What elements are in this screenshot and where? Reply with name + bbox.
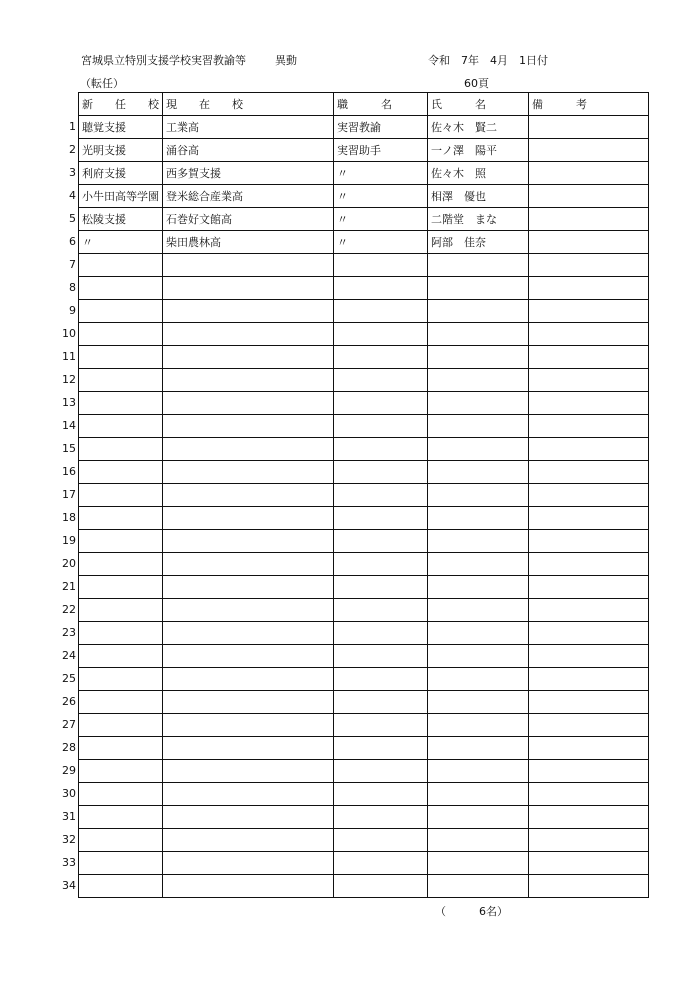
row-number: 9 bbox=[69, 304, 76, 317]
cell-position bbox=[334, 277, 428, 300]
cell-note bbox=[529, 139, 649, 162]
cell-new-school bbox=[79, 875, 163, 898]
cell-new-school bbox=[79, 323, 163, 346]
header-current-school: 現 在 校 bbox=[163, 93, 334, 116]
row-number: 8 bbox=[69, 281, 76, 294]
cell-name: 二階堂 まな bbox=[428, 208, 529, 231]
cell-position bbox=[334, 438, 428, 461]
cell-current-school bbox=[163, 369, 334, 392]
cell-new-school bbox=[79, 714, 163, 737]
cell-note bbox=[529, 162, 649, 185]
cell-current-school bbox=[163, 323, 334, 346]
effective-date: 令和 7年 4月 1日付 bbox=[428, 54, 548, 67]
cell-name bbox=[428, 691, 529, 714]
cell-current-school bbox=[163, 737, 334, 760]
cell-position bbox=[334, 530, 428, 553]
cell-new-school bbox=[79, 346, 163, 369]
cell-note bbox=[529, 760, 649, 783]
table-row bbox=[79, 852, 649, 875]
cell-new-school: 利府支援 bbox=[79, 162, 163, 185]
cell-note bbox=[529, 806, 649, 829]
row-number: 28 bbox=[62, 741, 76, 754]
table-row bbox=[79, 668, 649, 691]
table-row bbox=[79, 346, 649, 369]
table-row bbox=[79, 806, 649, 829]
cell-name: 阿部 佳奈 bbox=[428, 231, 529, 254]
table-row bbox=[79, 484, 649, 507]
cell-position bbox=[334, 254, 428, 277]
cell-current-school bbox=[163, 875, 334, 898]
cell-name bbox=[428, 507, 529, 530]
row-number: 19 bbox=[62, 534, 76, 547]
cell-name bbox=[428, 323, 529, 346]
cell-current-school bbox=[163, 668, 334, 691]
cell-current-school bbox=[163, 530, 334, 553]
cell-note bbox=[529, 783, 649, 806]
cell-note bbox=[529, 829, 649, 852]
cell-new-school bbox=[79, 576, 163, 599]
table-row bbox=[79, 691, 649, 714]
cell-position: 〃 bbox=[334, 208, 428, 231]
cell-note bbox=[529, 852, 649, 875]
cell-name bbox=[428, 369, 529, 392]
category-label: （転任） bbox=[80, 77, 124, 90]
cell-new-school bbox=[79, 277, 163, 300]
cell-name bbox=[428, 737, 529, 760]
row-number: 25 bbox=[62, 672, 76, 685]
cell-current-school: 石巻好文館高 bbox=[163, 208, 334, 231]
header-position: 職 名 bbox=[334, 93, 428, 116]
cell-new-school bbox=[79, 691, 163, 714]
row-number: 21 bbox=[62, 580, 76, 593]
cell-note bbox=[529, 645, 649, 668]
cell-note bbox=[529, 346, 649, 369]
cell-note bbox=[529, 484, 649, 507]
row-number: 1 bbox=[69, 120, 76, 133]
cell-name: 佐々木 照 bbox=[428, 162, 529, 185]
cell-name: 相澤 優也 bbox=[428, 185, 529, 208]
row-number: 34 bbox=[62, 879, 76, 892]
personnel-table bbox=[78, 92, 649, 898]
cell-current-school bbox=[163, 415, 334, 438]
cell-name bbox=[428, 553, 529, 576]
cell-name bbox=[428, 346, 529, 369]
cell-position bbox=[334, 691, 428, 714]
cell-new-school bbox=[79, 392, 163, 415]
row-number: 7 bbox=[69, 258, 76, 271]
table-row bbox=[79, 576, 649, 599]
cell-name bbox=[428, 714, 529, 737]
row-number: 23 bbox=[62, 626, 76, 639]
cell-name bbox=[428, 530, 529, 553]
cell-position bbox=[334, 875, 428, 898]
cell-note bbox=[529, 438, 649, 461]
cell-note bbox=[529, 185, 649, 208]
cell-current-school bbox=[163, 254, 334, 277]
cell-new-school bbox=[79, 645, 163, 668]
row-number: 12 bbox=[62, 373, 76, 386]
cell-note bbox=[529, 208, 649, 231]
cell-new-school bbox=[79, 254, 163, 277]
cell-note bbox=[529, 277, 649, 300]
cell-position bbox=[334, 760, 428, 783]
cell-note bbox=[529, 530, 649, 553]
cell-current-school bbox=[163, 829, 334, 852]
cell-current-school: 登米総合産業高 bbox=[163, 185, 334, 208]
cell-note bbox=[529, 875, 649, 898]
table-row bbox=[79, 116, 649, 139]
cell-new-school bbox=[79, 760, 163, 783]
table-row bbox=[79, 392, 649, 415]
cell-name bbox=[428, 829, 529, 852]
cell-name bbox=[428, 760, 529, 783]
cell-name bbox=[428, 254, 529, 277]
cell-position bbox=[334, 714, 428, 737]
cell-new-school bbox=[79, 737, 163, 760]
row-number: 2 bbox=[69, 143, 76, 156]
cell-new-school bbox=[79, 438, 163, 461]
cell-name bbox=[428, 852, 529, 875]
cell-position bbox=[334, 484, 428, 507]
cell-note bbox=[529, 714, 649, 737]
cell-position bbox=[334, 369, 428, 392]
table-row bbox=[79, 783, 649, 806]
cell-note bbox=[529, 737, 649, 760]
cell-new-school bbox=[79, 415, 163, 438]
cell-position: 〃 bbox=[334, 231, 428, 254]
movement-label: 異動 bbox=[275, 54, 297, 67]
cell-current-school bbox=[163, 622, 334, 645]
cell-position bbox=[334, 599, 428, 622]
cell-name bbox=[428, 599, 529, 622]
cell-position bbox=[334, 806, 428, 829]
table-row bbox=[79, 139, 649, 162]
cell-new-school bbox=[79, 530, 163, 553]
table-row bbox=[79, 323, 649, 346]
cell-new-school bbox=[79, 622, 163, 645]
cell-name bbox=[428, 300, 529, 323]
cell-position bbox=[334, 829, 428, 852]
cell-note bbox=[529, 507, 649, 530]
cell-name bbox=[428, 645, 529, 668]
cell-current-school bbox=[163, 392, 334, 415]
cell-position: 〃 bbox=[334, 185, 428, 208]
cell-name bbox=[428, 875, 529, 898]
table-row bbox=[79, 438, 649, 461]
cell-current-school bbox=[163, 507, 334, 530]
cell-current-school bbox=[163, 806, 334, 829]
row-number: 24 bbox=[62, 649, 76, 662]
cell-position: 実習教諭 bbox=[334, 116, 428, 139]
cell-position bbox=[334, 645, 428, 668]
row-number: 3 bbox=[69, 166, 76, 179]
cell-name bbox=[428, 438, 529, 461]
cell-position bbox=[334, 622, 428, 645]
cell-note bbox=[529, 369, 649, 392]
table-row bbox=[79, 162, 649, 185]
table-row bbox=[79, 208, 649, 231]
row-number: 30 bbox=[62, 787, 76, 800]
cell-new-school bbox=[79, 599, 163, 622]
cell-name: 一ノ澤 陽平 bbox=[428, 139, 529, 162]
row-number: 20 bbox=[62, 557, 76, 570]
cell-note bbox=[529, 254, 649, 277]
cell-new-school bbox=[79, 806, 163, 829]
cell-current-school bbox=[163, 645, 334, 668]
cell-current-school bbox=[163, 346, 334, 369]
cell-name bbox=[428, 622, 529, 645]
cell-note bbox=[529, 300, 649, 323]
cell-new-school: 〃 bbox=[79, 231, 163, 254]
cell-position bbox=[334, 576, 428, 599]
row-number: 29 bbox=[62, 764, 76, 777]
cell-current-school bbox=[163, 714, 334, 737]
cell-current-school: 柴田農林高 bbox=[163, 231, 334, 254]
table-row bbox=[79, 645, 649, 668]
cell-position bbox=[334, 553, 428, 576]
cell-name bbox=[428, 668, 529, 691]
cell-note bbox=[529, 599, 649, 622]
table-body bbox=[79, 116, 649, 898]
row-number: 33 bbox=[62, 856, 76, 869]
table-row bbox=[79, 185, 649, 208]
cell-current-school: 西多賀支援 bbox=[163, 162, 334, 185]
cell-new-school bbox=[79, 553, 163, 576]
table-row bbox=[79, 829, 649, 852]
table-row bbox=[79, 231, 649, 254]
table-row bbox=[79, 599, 649, 622]
cell-current-school bbox=[163, 277, 334, 300]
cell-name bbox=[428, 277, 529, 300]
row-number: 26 bbox=[62, 695, 76, 708]
table-row bbox=[79, 737, 649, 760]
cell-current-school bbox=[163, 852, 334, 875]
cell-position bbox=[334, 346, 428, 369]
cell-position: 実習助手 bbox=[334, 139, 428, 162]
row-number: 31 bbox=[62, 810, 76, 823]
row-number: 5 bbox=[69, 212, 76, 225]
cell-note bbox=[529, 576, 649, 599]
cell-new-school bbox=[79, 507, 163, 530]
cell-note bbox=[529, 415, 649, 438]
cell-name bbox=[428, 806, 529, 829]
cell-note bbox=[529, 691, 649, 714]
row-number: 11 bbox=[62, 350, 76, 363]
cell-new-school bbox=[79, 300, 163, 323]
cell-current-school bbox=[163, 484, 334, 507]
cell-current-school bbox=[163, 461, 334, 484]
cell-current-school bbox=[163, 553, 334, 576]
cell-position bbox=[334, 300, 428, 323]
table-row bbox=[79, 875, 649, 898]
cell-current-school bbox=[163, 760, 334, 783]
cell-position bbox=[334, 852, 428, 875]
cell-name bbox=[428, 783, 529, 806]
cell-current-school bbox=[163, 599, 334, 622]
table-row bbox=[79, 622, 649, 645]
row-number: 17 bbox=[62, 488, 76, 501]
row-number: 13 bbox=[62, 396, 76, 409]
cell-note bbox=[529, 461, 649, 484]
cell-new-school bbox=[79, 829, 163, 852]
table-row bbox=[79, 760, 649, 783]
cell-name bbox=[428, 484, 529, 507]
cell-note bbox=[529, 116, 649, 139]
page-number: 60頁 bbox=[464, 77, 489, 90]
table-row bbox=[79, 530, 649, 553]
cell-current-school bbox=[163, 300, 334, 323]
cell-current-school bbox=[163, 576, 334, 599]
cell-position bbox=[334, 507, 428, 530]
table-row bbox=[79, 300, 649, 323]
cell-new-school bbox=[79, 461, 163, 484]
cell-current-school: 工業高 bbox=[163, 116, 334, 139]
cell-new-school: 小牛田高等学園 bbox=[79, 185, 163, 208]
row-number: 4 bbox=[69, 189, 76, 202]
row-number: 22 bbox=[62, 603, 76, 616]
cell-position bbox=[334, 323, 428, 346]
header-name: 氏 名 bbox=[428, 93, 529, 116]
total-count: （ 6名） bbox=[435, 905, 508, 918]
row-number: 16 bbox=[62, 465, 76, 478]
table-row bbox=[79, 369, 649, 392]
cell-new-school bbox=[79, 852, 163, 875]
table-row bbox=[79, 714, 649, 737]
header-note: 備 考 bbox=[529, 93, 649, 116]
header-new-school: 新 任 校 bbox=[79, 93, 163, 116]
cell-note bbox=[529, 392, 649, 415]
cell-note bbox=[529, 231, 649, 254]
row-number-column bbox=[56, 115, 76, 897]
cell-name bbox=[428, 392, 529, 415]
cell-new-school: 光明支援 bbox=[79, 139, 163, 162]
cell-position bbox=[334, 737, 428, 760]
cell-new-school: 松陵支援 bbox=[79, 208, 163, 231]
cell-current-school bbox=[163, 783, 334, 806]
cell-current-school bbox=[163, 438, 334, 461]
cell-current-school: 涌谷高 bbox=[163, 139, 334, 162]
row-number: 15 bbox=[62, 442, 76, 455]
cell-position bbox=[334, 415, 428, 438]
table-row bbox=[79, 415, 649, 438]
table-header-row bbox=[79, 93, 649, 116]
row-number: 14 bbox=[62, 419, 76, 432]
cell-note bbox=[529, 553, 649, 576]
cell-new-school bbox=[79, 668, 163, 691]
row-number: 6 bbox=[69, 235, 76, 248]
cell-note bbox=[529, 622, 649, 645]
cell-name bbox=[428, 461, 529, 484]
cell-new-school bbox=[79, 484, 163, 507]
table-row bbox=[79, 507, 649, 530]
cell-current-school bbox=[163, 691, 334, 714]
row-number: 10 bbox=[62, 327, 76, 340]
document-title: 宮城県立特別支援学校実習教諭等 bbox=[81, 54, 246, 67]
cell-new-school bbox=[79, 369, 163, 392]
table-row bbox=[79, 553, 649, 576]
row-number: 32 bbox=[62, 833, 76, 846]
table-row bbox=[79, 277, 649, 300]
cell-position bbox=[334, 783, 428, 806]
table-row bbox=[79, 461, 649, 484]
cell-new-school bbox=[79, 783, 163, 806]
cell-name bbox=[428, 415, 529, 438]
cell-position bbox=[334, 461, 428, 484]
cell-note bbox=[529, 323, 649, 346]
cell-position bbox=[334, 668, 428, 691]
table-row bbox=[79, 254, 649, 277]
cell-new-school: 聴覚支援 bbox=[79, 116, 163, 139]
cell-position bbox=[334, 392, 428, 415]
row-number: 18 bbox=[62, 511, 76, 524]
cell-note bbox=[529, 668, 649, 691]
cell-name bbox=[428, 576, 529, 599]
cell-position: 〃 bbox=[334, 162, 428, 185]
cell-name: 佐々木 賢二 bbox=[428, 116, 529, 139]
row-number: 27 bbox=[62, 718, 76, 731]
